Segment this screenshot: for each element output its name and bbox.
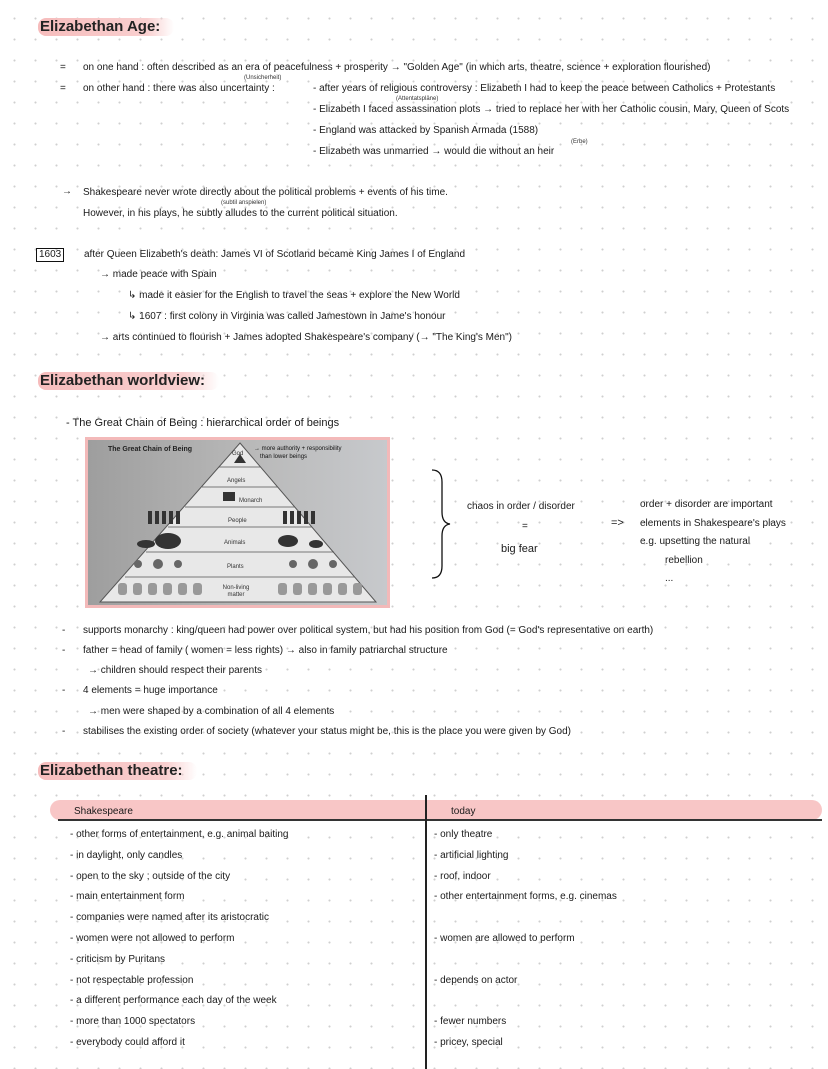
today-cell: - fewer numbers [434,1016,507,1028]
translation-note: (Unsicherheit) [244,75,282,81]
table-header-divider [58,819,822,821]
section-title-theatre: Elizabethan theatre: [38,762,197,780]
translation-note: (subtil anspielen) [221,200,267,206]
james-point: → made peace with Spain [100,269,217,280]
today-cell: - roof, indoor [434,870,491,882]
shakespeare-cell: - companies were named after its aristocratic [70,912,269,924]
worldview-bullet: stabilises the existing order of society (whatever your status might be, this is the place you were given by God) [83,726,572,737]
james-point: ↳ 1607 : first colony in Virginia was called Jamestown in Jame's honour [128,311,446,322]
uncertainty-point: - Elizabeth I faced assassination plots → tried to replace her with her Catholic cousin, Mary, Queen of Scots [313,104,790,115]
order-note: elements in Shakespeare's plays [640,518,786,529]
shakespeare-cell: - main entertainment form [70,891,185,903]
tier-non-living-matter: Non-living matter [222,585,250,598]
shakespeare-cell: - women were not allowed to perform [70,933,235,944]
tier-angels: Angels [227,478,246,484]
chaos-equals: = [522,521,528,532]
tier-monarch: Monarch [239,498,263,504]
today-cell: - pricey, special [434,1037,503,1048]
james-line: after Queen Elizabeth's death: James VI of Scotland became King James I of England [84,249,466,260]
shakespeare-politics-line: However, in his plays, he subtly alludes to the current political situation. [83,208,398,219]
shakespeare-cell: - in daylight, only candles [70,849,183,861]
image-annotation: than lower beings [260,454,308,460]
today-cell: - artificial lighting [434,849,509,861]
section-title-age: Elizabethan Age: [38,18,174,36]
tier-god: God [232,451,244,457]
curly-brace-icon [428,468,452,580]
shakespeare-cell: - a different performance each day of the week [70,995,277,1007]
worldview-bullet: → children should respect their parents [88,665,262,676]
worldview-bullet: → men were shaped by a combination of all 4 elements [88,706,335,717]
today-cell: - depends on actor [434,974,518,986]
shakespeare-cell: - open to the sky ; outside of the city [70,870,231,882]
image-title: The Great Chain of Being [108,446,193,453]
worldview-bullet: father = head of family ( women = less rights) → also in family patriarchal structure [83,645,448,656]
james-point: → arts continued to flourish + James adopted Shakespeare's company (→ "The King's Men") [100,332,512,343]
worldview-bullet: 4 elements = huge importance [83,685,218,696]
james-point: ↳ made it easier for the English to travel the seas + explore the New World [128,290,460,301]
image-annotation: → more authority + responsibility [254,446,342,452]
order-note: ... [665,573,674,584]
equals-marker: = [60,83,66,94]
tier-plants: Plants [227,564,244,570]
shakespeare-cell: - everybody could afford it [70,1037,185,1048]
shakespeare-cell: - other forms of entertainment, e.g. animal baiting [70,829,289,840]
today-cell: - other entertainment forms, e.g. cinemas [434,891,617,903]
uncertainty-point: - England was attacked by Spanish Armada (1588) [313,125,539,136]
translation-note: (Erbe) [571,139,588,145]
today-cell: - women are allowed to perform [434,933,575,944]
translation-note: (Attentatspläne) [396,96,439,102]
tier-people: People [228,518,247,524]
uncertainty-point: - after years of religious controversy : Elizabeth I had to keep the peace between Catholics + Protestants [313,83,776,94]
column-header-shakespeare: Shakespeare [74,806,133,817]
section-title-worldview: Elizabethan worldview: [38,372,219,390]
order-note: e.g. upsetting the natural [640,536,751,547]
chaos-text: chaos in order / disorder [467,501,575,512]
today-cell: - only theatre [434,829,493,840]
worldview-bullet: supports monarchy : king/queen had power over political system, but had his position from God (= God's representative on earth) [83,625,654,636]
bullet-mark: - [62,685,66,696]
column-header-today: today [451,806,476,817]
arrow-icon: → [62,186,72,197]
bullet-mark: - [62,726,66,737]
order-note: rebellion [665,555,703,566]
shakespeare-cell: - more than 1000 spectators [70,1016,196,1028]
bullet-mark: - [62,625,66,636]
uncertainty-point: - Elizabeth was unmarried → would die without an heir [313,146,555,157]
great-chain-of-being-image [85,437,390,608]
tier-animals: Animals [224,540,246,546]
shakespeare-politics-line: Shakespeare never wrote directly about the political problems + events of his time. [83,187,448,198]
table-header-band [50,800,822,820]
table-column-divider [425,795,427,1069]
chain-of-being-line: - The Great Chain of Being : hierarchical order of beings [66,417,340,429]
implies-arrow-icon: => [611,517,624,529]
bullet-mark: - [62,645,66,656]
golden-age-line: on one hand : often described as an era of peacefulness + prosperity → "Golden Age" (in which arts, theatre, science + exploration flourished) [83,62,711,73]
equals-marker: = [60,62,66,73]
year-box: 1603 [36,248,64,262]
big-fear-text: big fear [501,543,538,555]
shakespeare-cell: - not respectable profession [70,974,194,986]
shakespeare-cell: - criticism by Puritans [70,953,166,965]
order-note: order + disorder are important [640,499,773,510]
uncertainty-line: on other hand : there was also uncertainty : [83,83,275,94]
